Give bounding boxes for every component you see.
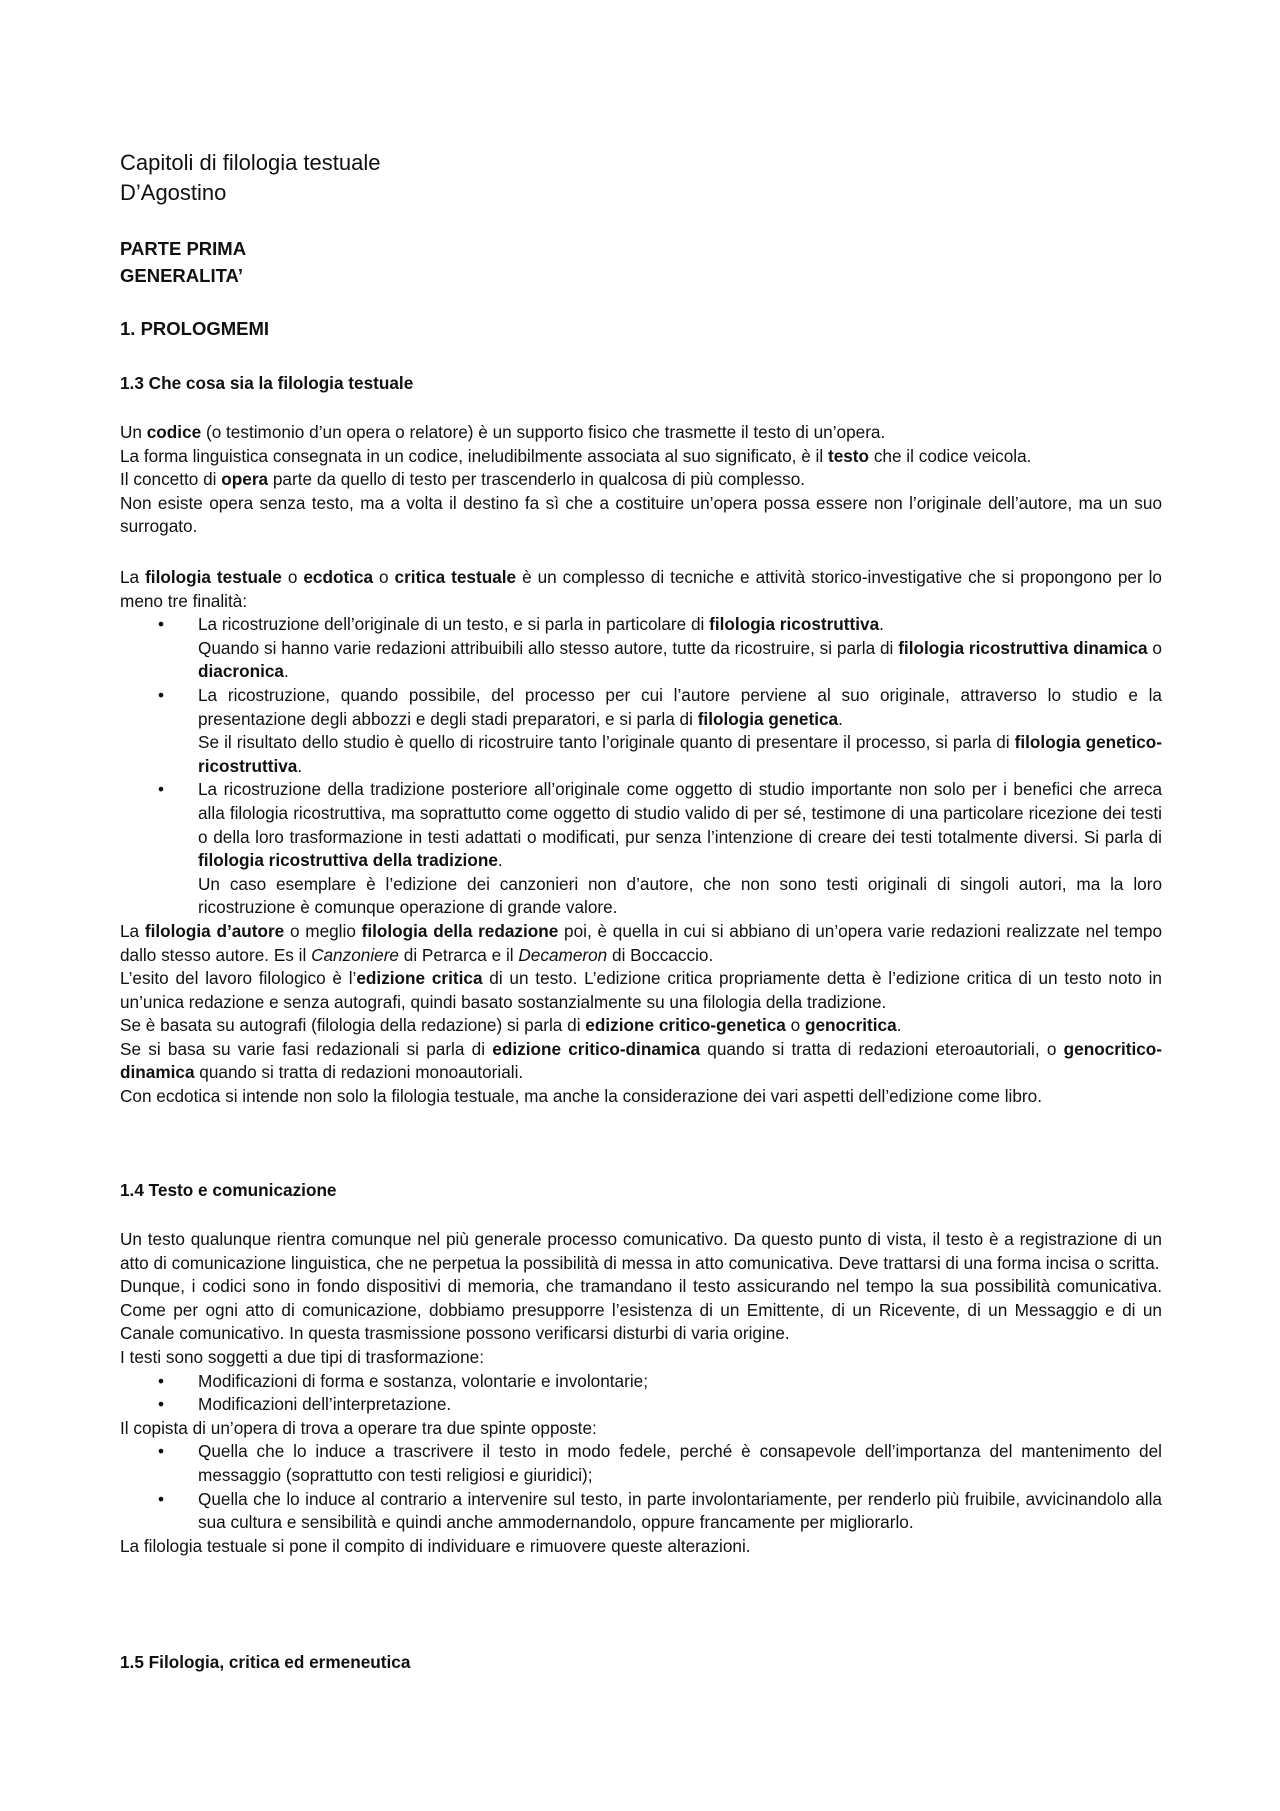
bullet-icon: • — [158, 1370, 165, 1391]
bullet-icon: • — [158, 1394, 165, 1415]
list-item: • Quella che lo induce al contrario a intervenire sul testo, in parte involontariamente, per renderlo più fruibile, avvicinandolo alla sua cultura e sensibilità e quindi anche ammodernandolo, oppure francamente per migliorarlo. — [158, 1488, 1162, 1533]
list-item: • Quella che lo induce a trascrivere il testo in modo fedele, perché è consapevole dell’importanza del mantenimento del messaggio (soprattutto con testi religiosi e giuridici); — [158, 1441, 1162, 1485]
paragraph-filologia-autore: La filologia d’autore o meglio filologia della redazione poi, è quella in cui si abbiano di un’opera varie redazioni realizzate nel tempo dallo stesso autore. Es il Canzoniere di Petrarca e il Decameron di Boccaccio. — [120, 920, 1163, 965]
list-item: • La ricostruzione, quando possibile, del processo per cui l’autore perviene al suo originale, attraverso lo studio e la presentazione degli abbozzi e degli stadi preparatori, e si parla di filologia genetica. Se il risultato dello studio è quello di ricostruire tanto l’originale quanto di presentare il processo, si parla di filologia genetico-ricostruttiva. — [158, 684, 1162, 776]
document-author: D’Agostino — [120, 180, 227, 205]
bullet-icon: • — [158, 684, 165, 705]
section-1-3-body — [120, 566, 1162, 1109]
trasformazione-list — [120, 1370, 1162, 1417]
bullet-icon: • — [158, 1441, 165, 1462]
part-title: GENERALITA’ — [120, 265, 243, 286]
bullet-icon: • — [158, 779, 165, 800]
spinte-list — [120, 1440, 1162, 1534]
paragraph-ecdotica: Con ecdotica si intende non solo la filologia testuale, ma anche la considerazione dei vari aspetti dell’edizione come libro. — [120, 1086, 1042, 1107]
bullet-icon: • — [158, 614, 165, 635]
section-heading-1-4: 1.4 Testo e comunicazione — [120, 1180, 337, 1200]
chapter-heading: 1. PROLOGMEMI — [120, 318, 270, 339]
paragraph-critico-dinamica: Se si basa su varie fasi redazionali si parla di edizione critico-dinamica quando si tratta di redazioni eteroautoriali, o genocritico-dinamica quando si tratta di redazioni monoautoriali. — [120, 1038, 1162, 1083]
section-heading-1-5: 1.5 Filologia, critica ed ermeneutica — [120, 1652, 411, 1672]
paragraph-copista: Il copista di un’opera di trova a operare tra due spinte opposte: — [120, 1417, 597, 1438]
paragraph-codice: Un codice (o testimonio d’un opera o relatore) è un supporto fisico che trasmette il testo di un’opera. — [120, 422, 886, 442]
paragraph-opera: Il concetto di opera parte da quello di testo per trascenderlo in qualcosa di più complesso. — [120, 469, 806, 490]
paragraph-testo: La forma linguistica consegnata in un codice, ineludibilmente associata al suo significato, è il testo che il codice veicola. — [120, 445, 1032, 466]
section-heading-1-3: 1.3 Che cosa sia la filologia testuale — [120, 373, 414, 393]
document-title: Capitoli di filologia testuale — [120, 150, 381, 175]
paragraph-surrogato: Non esiste opera senza testo, ma a volta il destino fa sì che a costituire un’opera possa essere non l’originale dell’autore, ma un suo surrogato. — [120, 492, 1162, 537]
paragraph-genocritica: Se è basata su autografi (filologia della redazione) si parla di edizione critico-genetica o genocritica. — [120, 1015, 902, 1036]
paragraph-filologia-testuale: La filologia testuale o ecdotica o critica testuale è un complesso di tecniche e attività storico-investigative che si propongono per lo meno tre finalità: — [120, 567, 1162, 611]
list-item: • La ricostruzione dell’originale di un testo, e si parla in particolare di filologia ricostruttiva. Quando si hanno varie redazioni attribuibili allo stesso autore, tutte da ricostruire, si parla di filologia ricostruttiva dinamica o diacronica. — [158, 614, 1162, 682]
list-item: • La ricostruzione della tradizione posteriore all’originale come oggetto di studio importante non solo per i benefici che arreca alla filologia ricostruttiva, ma soprattutto come oggetto di studio valido di per sé, testimone di una particolare ricezione dei testi o della loro trasformazione in testi adattati o modificati, pur senza l’intenzione di creare dei testi totalmente diversi. Si parla di filologia ricostruttiva della tradizione. Un caso esemplare è l’edizione dei canzonieri non d’autore, che non sono testi originali di singoli autori, ma la loro ricostruzione è comunque operazione di grande valore. — [158, 779, 1162, 918]
finalita-list — [120, 613, 1162, 920]
paragraph-compito: La filologia testuale si pone il compito di individuare e rimuovere queste alterazioni. — [120, 1535, 751, 1556]
part-label: PARTE PRIMA — [120, 238, 247, 259]
section-1-4-body — [120, 1228, 1162, 1558]
paragraph-trasformazione: I testi sono soggetti a due tipi di trasformazione: — [120, 1346, 485, 1367]
paragraph-edizione-critica: L’esito del lavoro filologico è l’edizione critica di un testo. L’edizione critica propriamente detta è l’edizione critica di un testo noto in un’unica redazione e senza autografi, quindi basato sostanzialmente su una filologia della tradizione. — [120, 968, 1162, 1012]
list-item: • Modificazioni dell’interpretazione. — [120, 1393, 1162, 1417]
paragraph-codici-memoria: Dunque, i codici sono in fondo dispositivi di memoria, che tramandano il testo assicurando nel tempo la sua possibilità comunicativa. Come per ogni atto di comunicazione, dobbiamo presupporre l’esistenza di un Emittente, di un Ricevente, di un Messaggio e di un Canale comunicativo. In questa trasmissione possono verificarsi disturbi di varia origine. — [120, 1276, 1162, 1344]
section-1-3-intro — [120, 421, 1162, 539]
bullet-icon: • — [158, 1488, 165, 1509]
paragraph-testo-comunicazione: Un testo qualunque rientra comunque nel più generale processo comunicativo. Da questo punto di vista, il testo è a registrazione di un atto di comunicazione linguistica, che ne perpetua la possibilità di messa in atto comunicativa. Deve trattarsi di una forma incisa o scritta. — [120, 1229, 1162, 1273]
list-item: • Modificazioni di forma e sostanza, volontarie e involontarie; — [120, 1370, 1162, 1394]
